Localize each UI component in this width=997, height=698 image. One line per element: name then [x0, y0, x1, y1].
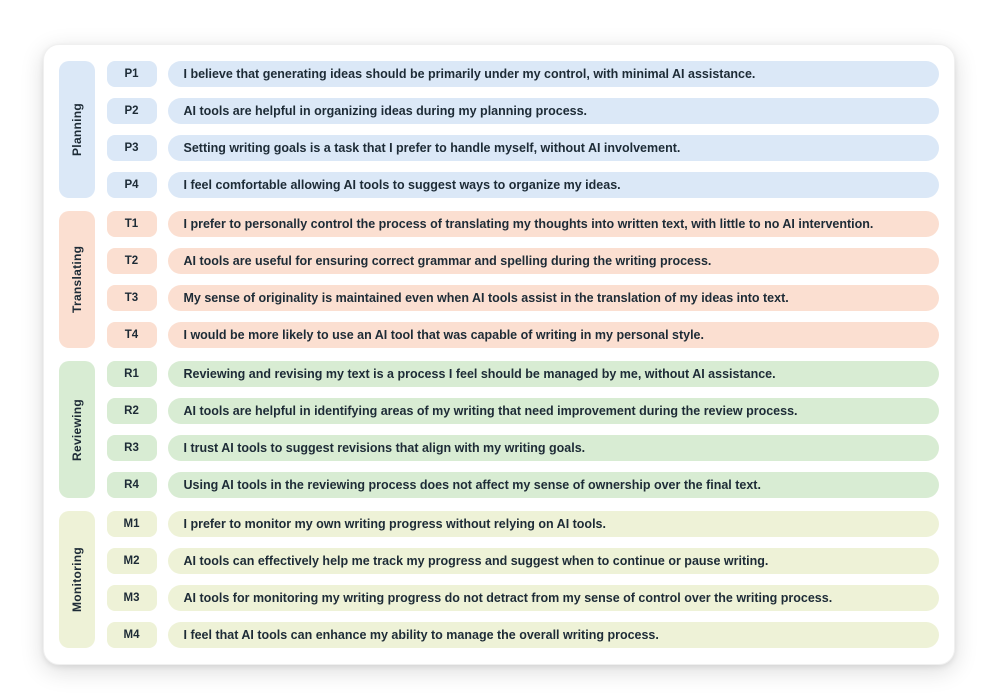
group-label-monitoring: Monitoring [59, 511, 95, 648]
item-statement: I believe that generating ideas should be primarily under my control, with minimal AI assistance. [168, 61, 939, 87]
group-planning [59, 61, 939, 198]
survey-items-card [43, 44, 955, 665]
survey-item-row [107, 472, 939, 498]
survey-item-row [107, 585, 939, 611]
group-rows-reviewing [107, 361, 939, 498]
item-statement: AI tools for monitoring my writing progress do not detract from my sense of control over the writing process. [168, 585, 939, 611]
survey-item-row [107, 61, 939, 87]
survey-item-row [107, 135, 939, 161]
survey-item-row [107, 361, 939, 387]
item-statement: I prefer to monitor my own writing progress without relying on AI tools. [168, 511, 939, 537]
survey-item-row [107, 435, 939, 461]
item-code-badge: T4 [107, 322, 157, 348]
item-code-badge: T2 [107, 248, 157, 274]
survey-item-row [107, 548, 939, 574]
item-statement: I prefer to personally control the process of translating my thoughts into written text, with little to no AI intervention. [168, 211, 939, 237]
item-code-badge: M4 [107, 622, 157, 648]
item-statement: I feel comfortable allowing AI tools to suggest ways to organize my ideas. [168, 172, 939, 198]
group-rows-planning [107, 61, 939, 198]
item-code-badge: T1 [107, 211, 157, 237]
item-statement: AI tools are helpful in organizing ideas during my planning process. [168, 98, 939, 124]
item-code-badge: M1 [107, 511, 157, 537]
group-rows-translating [107, 211, 939, 348]
group-rows-monitoring [107, 511, 939, 648]
survey-item-row [107, 172, 939, 198]
item-code-badge: P1 [107, 61, 157, 87]
item-code-badge: P3 [107, 135, 157, 161]
survey-item-row [107, 622, 939, 648]
item-code-badge: R3 [107, 435, 157, 461]
survey-item-row [107, 248, 939, 274]
item-statement: Reviewing and revising my text is a process I feel should be managed by me, without AI assistance. [168, 361, 939, 387]
survey-item-row [107, 98, 939, 124]
item-statement: AI tools are useful for ensuring correct grammar and spelling during the writing process. [168, 248, 939, 274]
item-statement: Setting writing goals is a task that I prefer to handle myself, without AI involvement. [168, 135, 939, 161]
survey-item-row [107, 211, 939, 237]
group-monitoring [59, 511, 939, 648]
item-statement: I feel that AI tools can enhance my ability to manage the overall writing process. [168, 622, 939, 648]
item-code-badge: T3 [107, 285, 157, 311]
item-statement: AI tools are helpful in identifying areas of my writing that need improvement during the review process. [168, 398, 939, 424]
survey-item-row [107, 322, 939, 348]
item-statement: My sense of originality is maintained even when AI tools assist in the translation of my ideas into text. [168, 285, 939, 311]
item-code-badge: M2 [107, 548, 157, 574]
item-code-badge: M3 [107, 585, 157, 611]
group-label-reviewing: Reviewing [59, 361, 95, 498]
group-reviewing [59, 361, 939, 498]
item-statement: I would be more likely to use an AI tool that was capable of writing in my personal style. [168, 322, 939, 348]
group-label-translating: Translating [59, 211, 95, 348]
item-statement: Using AI tools in the reviewing process does not affect my sense of ownership over the final text. [168, 472, 939, 498]
survey-item-row [107, 398, 939, 424]
item-code-badge: P4 [107, 172, 157, 198]
item-code-badge: P2 [107, 98, 157, 124]
survey-item-row [107, 511, 939, 537]
group-translating [59, 211, 939, 348]
item-statement: AI tools can effectively help me track my progress and suggest when to continue or pause writing. [168, 548, 939, 574]
item-code-badge: R2 [107, 398, 157, 424]
item-code-badge: R4 [107, 472, 157, 498]
item-code-badge: R1 [107, 361, 157, 387]
survey-item-row [107, 285, 939, 311]
group-label-planning: Planning [59, 61, 95, 198]
item-statement: I trust AI tools to suggest revisions that align with my writing goals. [168, 435, 939, 461]
